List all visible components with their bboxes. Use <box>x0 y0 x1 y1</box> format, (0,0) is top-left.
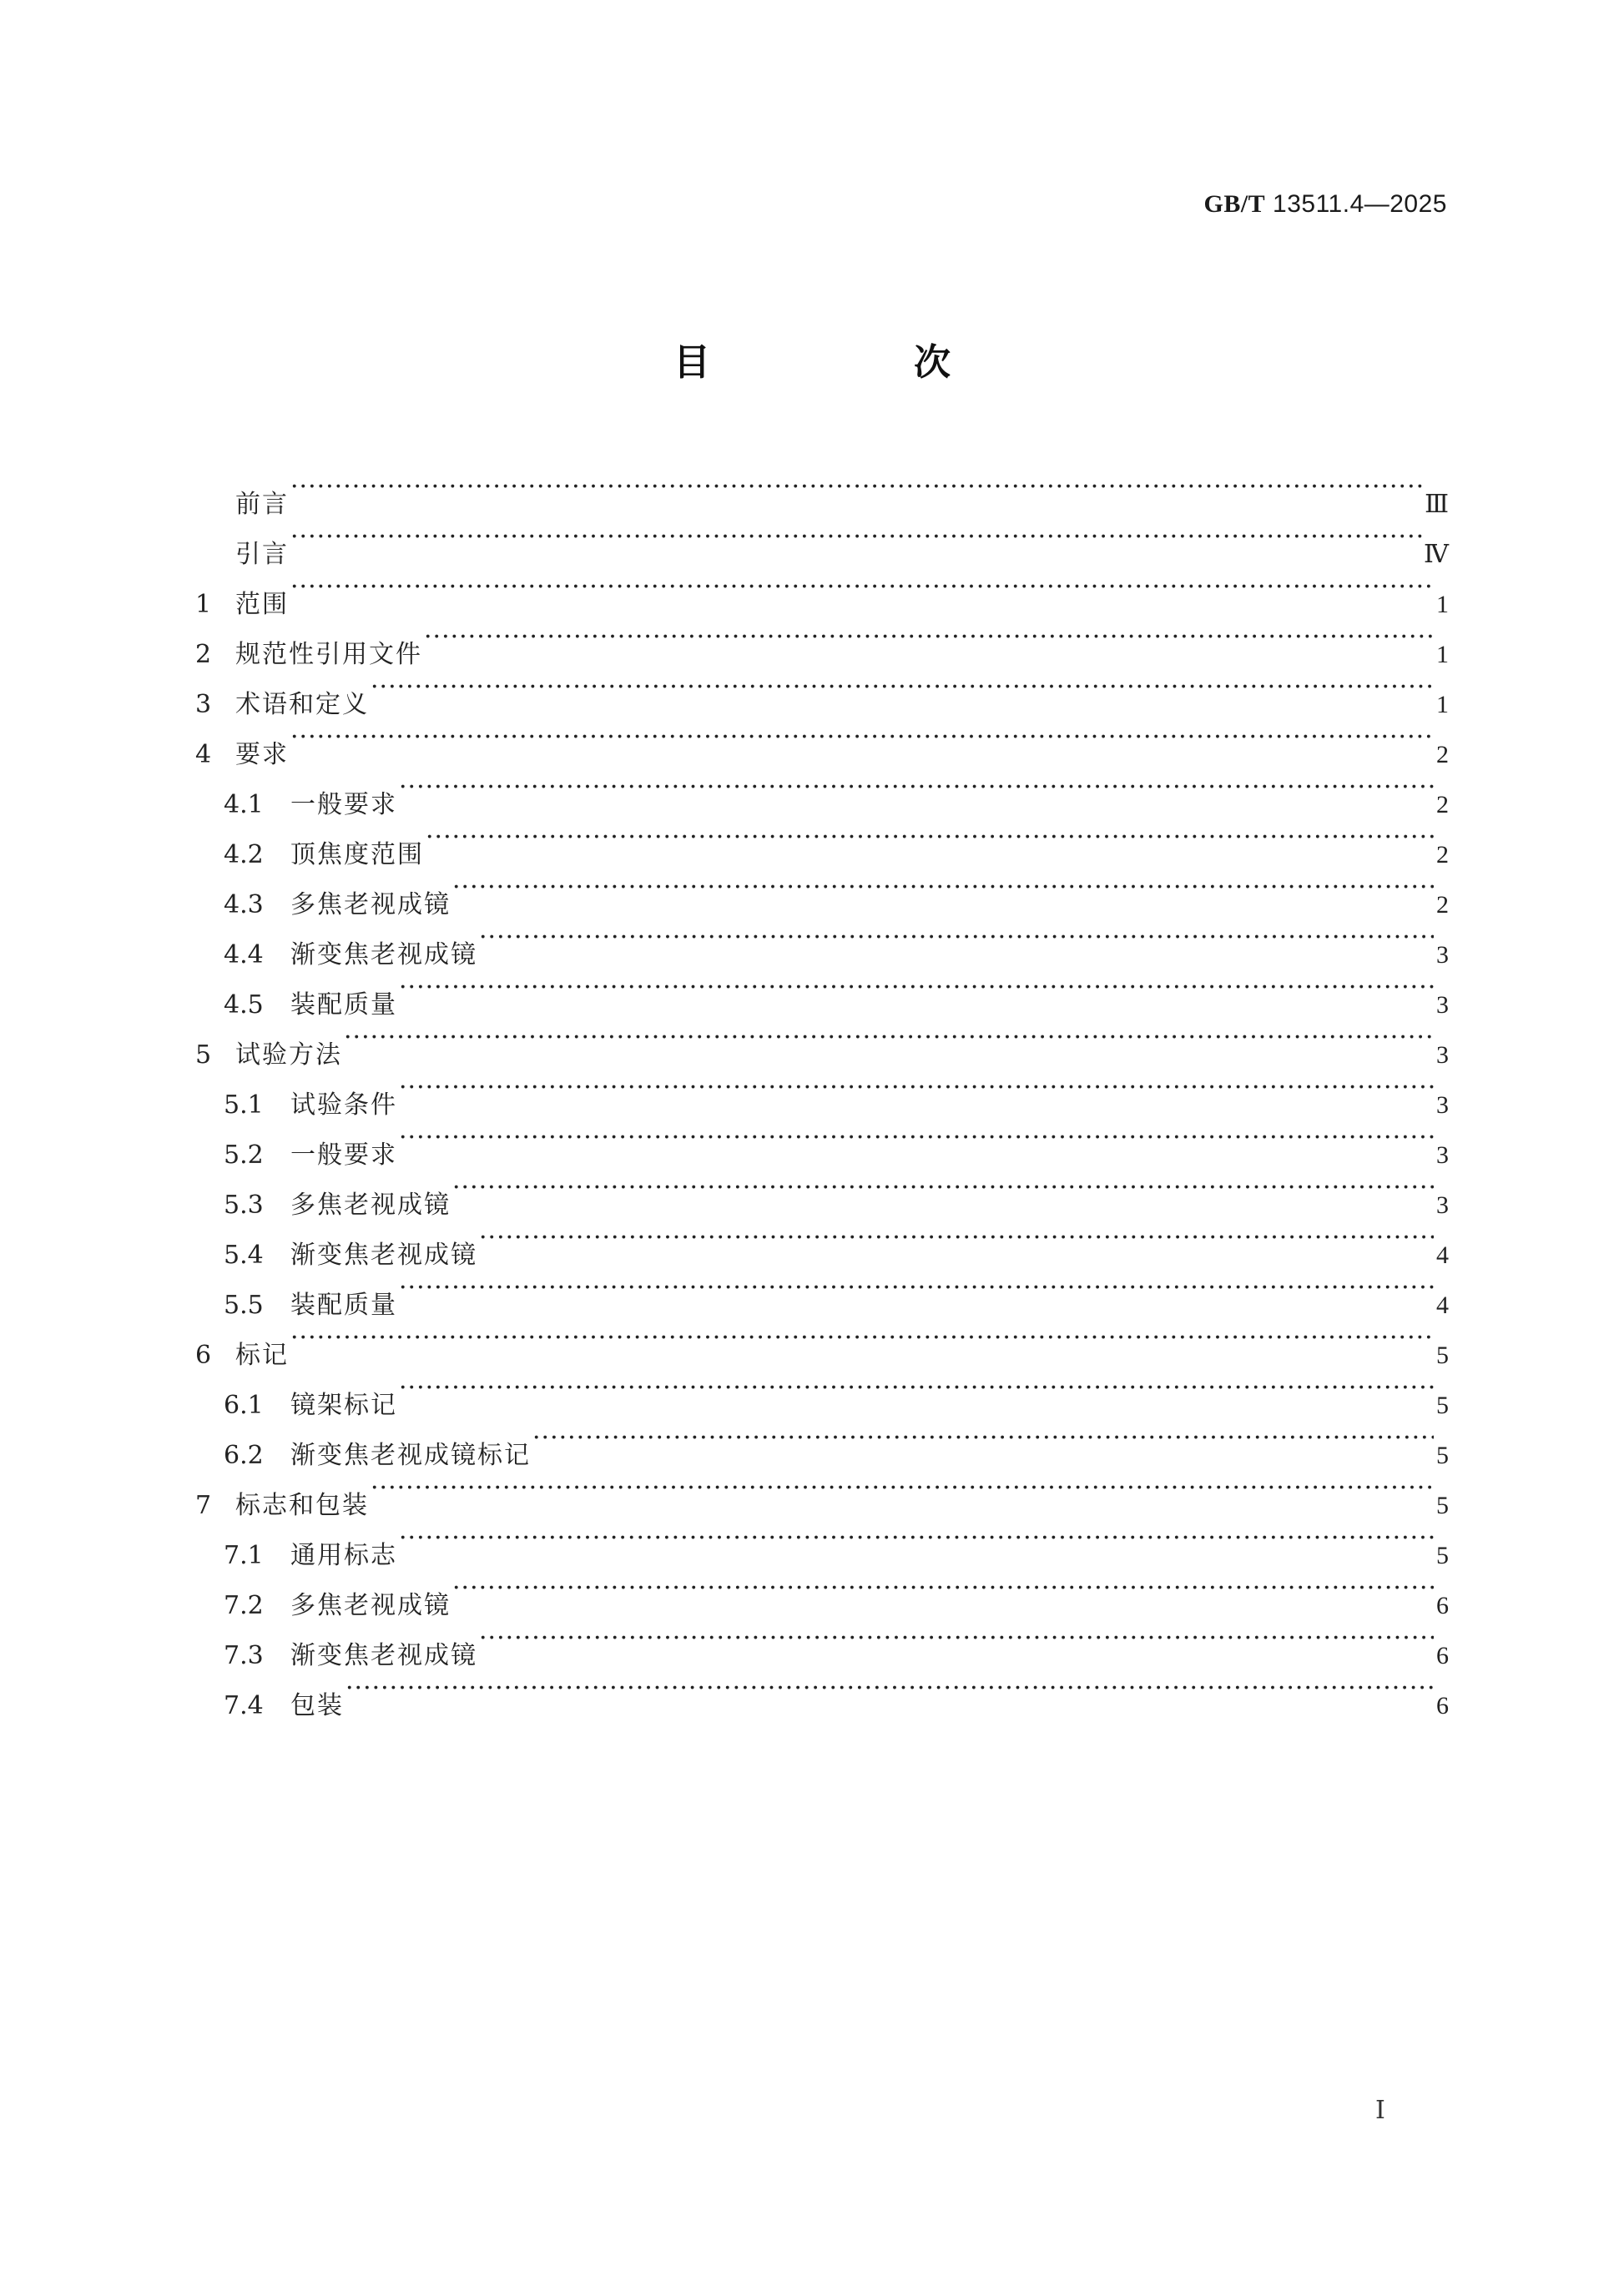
toc-entry-number: 7.2 <box>224 1591 264 1620</box>
toc-entry-label: 渐变焦老视成镜标记 <box>290 1441 531 1470</box>
toc-dot-leader <box>399 1363 1434 1413</box>
toc-entry-number: 5.5 <box>224 1291 264 1320</box>
toc-entry-label: 术语和定义 <box>235 690 369 719</box>
toc-entry[interactable] <box>195 512 1449 569</box>
toc-entry-page: 5 <box>1436 1342 1449 1369</box>
toc-entry-number: 6 <box>195 1341 212 1370</box>
toc-entry-label: 前言 <box>235 490 289 519</box>
toc-entry-label: 渐变焦老视成镜 <box>290 1641 477 1670</box>
toc-entry-label: 多焦老视成镜 <box>290 1591 451 1620</box>
toc-dot-leader <box>290 712 1434 763</box>
toc-dot-leader <box>479 1213 1434 1263</box>
toc-entry-page: 5 <box>1436 1542 1449 1569</box>
toc-entry-page: 3 <box>1436 991 1449 1019</box>
toc-entry-page: 3 <box>1436 941 1449 969</box>
toc-entry-label: 渐变焦老视成镜 <box>290 1241 477 1270</box>
toc-entry-page: 5 <box>1436 1392 1449 1419</box>
toc-entry[interactable] <box>195 612 1449 669</box>
toc-entry-number: 7 <box>195 1491 212 1520</box>
toc-entry-label: 试验方法 <box>235 1040 342 1070</box>
toc-entry-number: 4.5 <box>224 990 264 1020</box>
toc-dot-leader <box>479 913 1434 963</box>
toc-entry[interactable] <box>195 1063 1449 1120</box>
toc-entry-label: 装配质量 <box>290 1291 397 1320</box>
toc-entry-number: 5.4 <box>224 1241 264 1270</box>
toc-dot-leader <box>532 1413 1434 1463</box>
toc-entry-label: 镜架标记 <box>290 1391 397 1420</box>
toc-entry-page: 1 <box>1436 591 1449 618</box>
toc-entry[interactable] <box>195 462 1449 519</box>
toc-entry-number: 3 <box>195 690 212 719</box>
toc-dot-leader <box>399 763 1434 813</box>
toc-entry[interactable] <box>195 1664 1449 1720</box>
toc-entry-page: Ⅲ <box>1425 491 1449 518</box>
toc-entry-page: 4 <box>1436 1241 1449 1269</box>
toc-entry-label: 多焦老视成镜 <box>290 1191 451 1220</box>
toc-entry-number: 5.2 <box>224 1140 264 1170</box>
toc-entry-label: 包装 <box>290 1691 344 1720</box>
toc-dot-leader <box>452 863 1434 913</box>
toc-entry-label: 试验条件 <box>290 1090 397 1120</box>
standard-number <box>1203 190 1447 219</box>
toc-entry-label: 顶焦度范围 <box>290 840 424 869</box>
toc-entry-label: 规范性引用文件 <box>235 640 422 669</box>
toc-entry-page: 3 <box>1436 1141 1449 1169</box>
toc-entry-number: 4.4 <box>224 940 264 969</box>
toc-entry[interactable] <box>195 763 1449 819</box>
toc-entry-number: 6.2 <box>224 1441 264 1470</box>
toc-entry-page: 2 <box>1436 741 1449 768</box>
toc-entry-number: 4.2 <box>224 840 264 869</box>
toc-entry[interactable] <box>195 662 1449 719</box>
toc-entry-page: 3 <box>1436 1191 1449 1219</box>
toc-entry-page: 3 <box>1436 1041 1449 1069</box>
toc-entry-number: 4.3 <box>224 890 264 919</box>
toc-dot-leader <box>290 562 1434 612</box>
toc-entry-label: 装配质量 <box>290 990 397 1020</box>
toc-entry-label: 一般要求 <box>290 790 397 819</box>
toc-entry-page: 1 <box>1436 691 1449 718</box>
toc-dot-leader <box>290 1313 1434 1363</box>
toc-dot-leader <box>426 813 1434 863</box>
toc-dot-leader <box>424 612 1434 662</box>
toc-entry-page: 2 <box>1436 891 1449 919</box>
toc-entry[interactable] <box>195 1013 1449 1070</box>
toc-entry-page: 5 <box>1436 1492 1449 1519</box>
toc-entry-label: 范围 <box>235 590 289 619</box>
toc-entry-number: 1 <box>195 590 212 619</box>
toc-entry[interactable] <box>195 1463 1449 1520</box>
toc-entry-number: 7.1 <box>224 1541 264 1570</box>
toc-entry-page: 3 <box>1436 1091 1449 1119</box>
toc-dot-leader <box>479 1614 1434 1664</box>
toc-entry-page: 4 <box>1436 1292 1449 1319</box>
toc-entry-label: 一般要求 <box>290 1140 397 1170</box>
toc-entry-page: 6 <box>1436 1692 1449 1719</box>
toc-dot-leader <box>399 1513 1434 1563</box>
toc-entry[interactable] <box>195 1513 1449 1570</box>
toc-entry-page: Ⅳ <box>1424 541 1449 568</box>
toc-dot-leader <box>290 512 1422 562</box>
toc-entry-page: 2 <box>1436 791 1449 818</box>
toc-entry-page: 2 <box>1436 841 1449 869</box>
toc-dot-leader <box>399 1113 1434 1163</box>
toc-entry-number: 6.1 <box>224 1391 264 1420</box>
standard-code: GB/T <box>1203 190 1266 218</box>
toc-dot-leader <box>452 1163 1434 1213</box>
toc-entry-label: 渐变焦老视成镜 <box>290 940 477 969</box>
table-of-contents <box>195 462 1449 1720</box>
toc-entry-number: 5.1 <box>224 1090 264 1120</box>
toc-entry-page: 5 <box>1436 1442 1449 1469</box>
toc-dot-leader <box>345 1664 1434 1714</box>
toc-entry-label: 标志和包装 <box>235 1491 369 1520</box>
toc-entry[interactable] <box>195 1313 1449 1370</box>
page-number: Ⅰ <box>1375 2097 1385 2124</box>
toc-entry[interactable] <box>195 562 1449 619</box>
toc-entry-label: 要求 <box>235 740 289 769</box>
toc-entry-label: 多焦老视成镜 <box>290 890 451 919</box>
toc-dot-leader <box>452 1563 1434 1614</box>
toc-entry-page: 6 <box>1436 1592 1449 1619</box>
standard-number-value: 13511.4—2025 <box>1273 190 1447 218</box>
toc-entry-label: 通用标志 <box>290 1541 397 1570</box>
toc-dot-leader <box>344 1013 1434 1063</box>
toc-entry-number: 2 <box>195 640 212 669</box>
toc-entry-number: 5.3 <box>224 1191 264 1220</box>
toc-dot-leader <box>371 662 1434 712</box>
toc-entry-number: 7.3 <box>224 1641 264 1670</box>
toc-entry-number: 7.4 <box>224 1691 264 1720</box>
toc-dot-leader <box>290 462 1423 512</box>
toc-entry[interactable] <box>195 1363 1449 1420</box>
toc-entry-number: 4.1 <box>224 790 264 819</box>
toc-entry-page: 6 <box>1436 1642 1449 1669</box>
toc-dot-leader <box>371 1463 1434 1513</box>
toc-entry-page: 1 <box>1436 641 1449 668</box>
toc-entry-label: 标记 <box>235 1341 289 1370</box>
page-title: 目 次 <box>673 341 1034 384</box>
toc-entry-number: 5 <box>195 1040 212 1070</box>
toc-entry-number: 4 <box>195 740 212 769</box>
toc-entry[interactable] <box>195 712 1449 769</box>
toc-entry-label: 引言 <box>235 540 289 569</box>
toc-dot-leader <box>399 1063 1434 1113</box>
toc-dot-leader <box>399 1263 1434 1313</box>
toc-dot-leader <box>399 963 1434 1013</box>
